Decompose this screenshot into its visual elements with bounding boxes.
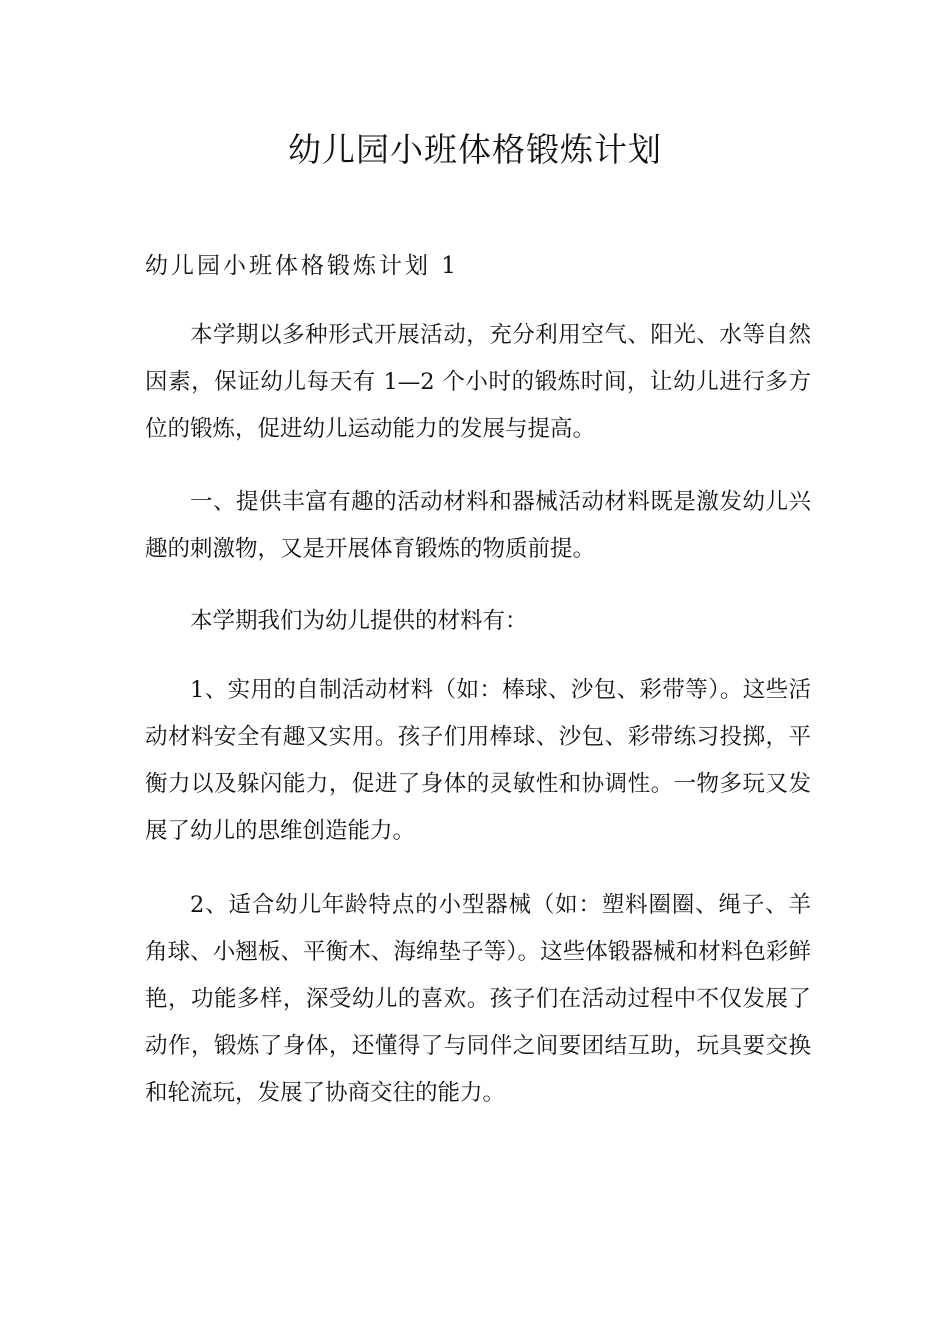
paragraph-item-1: 1、实用的自制活动材料（如：棒球、沙包、彩带等）。这些活动材料安全有趣又实用。孩子们用棒球、沙包、彩带练习投掷，平衡力以及躲闪能力，促进了身体的灵敏性和协调性。一物多玩又发展了幼儿的思维创造能力。	[145, 677, 811, 844]
paragraph-intro: 本学期以多种形式开展活动，充分利用空气、阳光、水等自然因素，保证幼儿每天有 1—2 个小时的锻炼时间，让幼儿进行多方位的锻炼，促进幼儿运动能力的发展与提高。	[145, 322, 811, 442]
paragraph-item-2: 2、适合幼儿年龄特点的小型器械（如：塑料圈圈、绳子、羊角球、小翘板、平衡木、海绵垫子等）。这些体锻器械和材料色彩鲜艳，功能多样，深受幼儿的喜欢。孩子们在活动过程中不仅发展了动作，锻炼了身体，还懂得了与同伴之间要团结互助，玩具要交换和轮流玩，发展了协商交往的能力。	[145, 892, 811, 1106]
paragraph-section-one: 一、提供丰富有趣的活动材料和器械活动材料既是激发幼儿兴趣的刺激物，又是开展体育锻炼的物质前提。	[145, 489, 811, 562]
document-title: 幼儿园小班体格锻炼计划	[288, 130, 662, 169]
paragraph-materials-intro: 本学期我们为幼儿提供的材料有：	[190, 608, 528, 634]
section-heading: 幼儿园小班体格锻炼计划 1	[145, 253, 459, 279]
